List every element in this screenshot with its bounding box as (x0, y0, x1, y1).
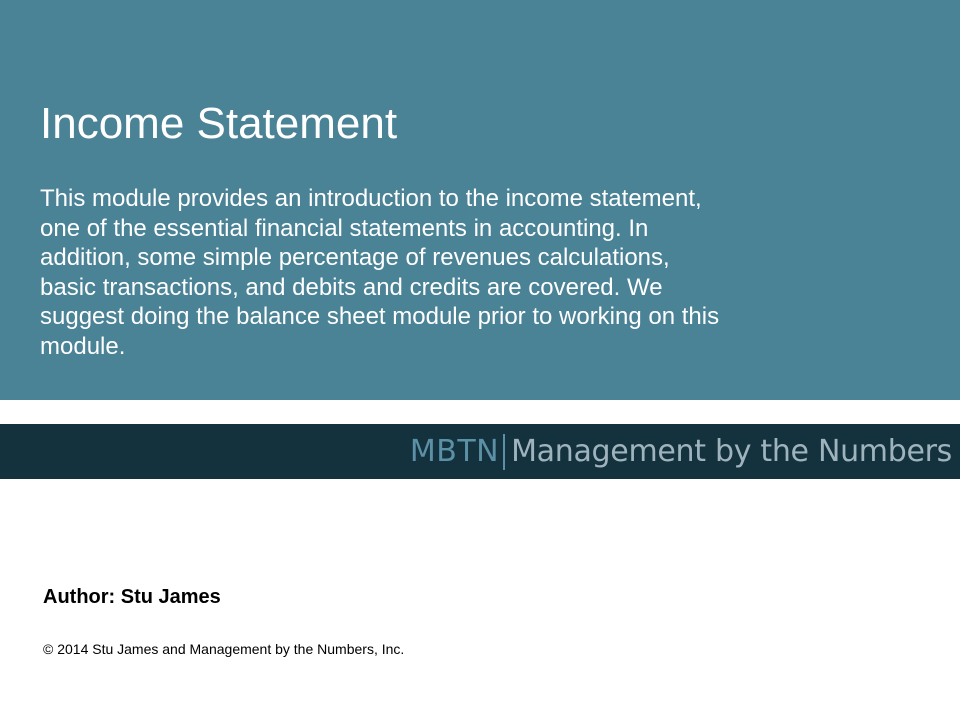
module-description: This module provides an introduction to the income statement, one of the essential financial statements in accounting. In addition, some simple percentage of revenues calculations, basic transactions, and debits and credits are covered. We suggest doing the balance sheet module prior to working on this module. (40, 185, 720, 360)
slide-title: Income Statement (40, 99, 398, 148)
author-line: Author: Stu James (43, 586, 221, 608)
brand-banner (0, 424, 960, 479)
copyright-notice: © 2014 Stu James and Management by the Numbers, Inc. (43, 641, 405, 657)
brand-abbreviation: MBTN (409, 434, 500, 469)
brand-divider (503, 434, 505, 470)
brand-name: Management by the Numbers (511, 434, 952, 469)
brand-logo (410, 424, 952, 479)
